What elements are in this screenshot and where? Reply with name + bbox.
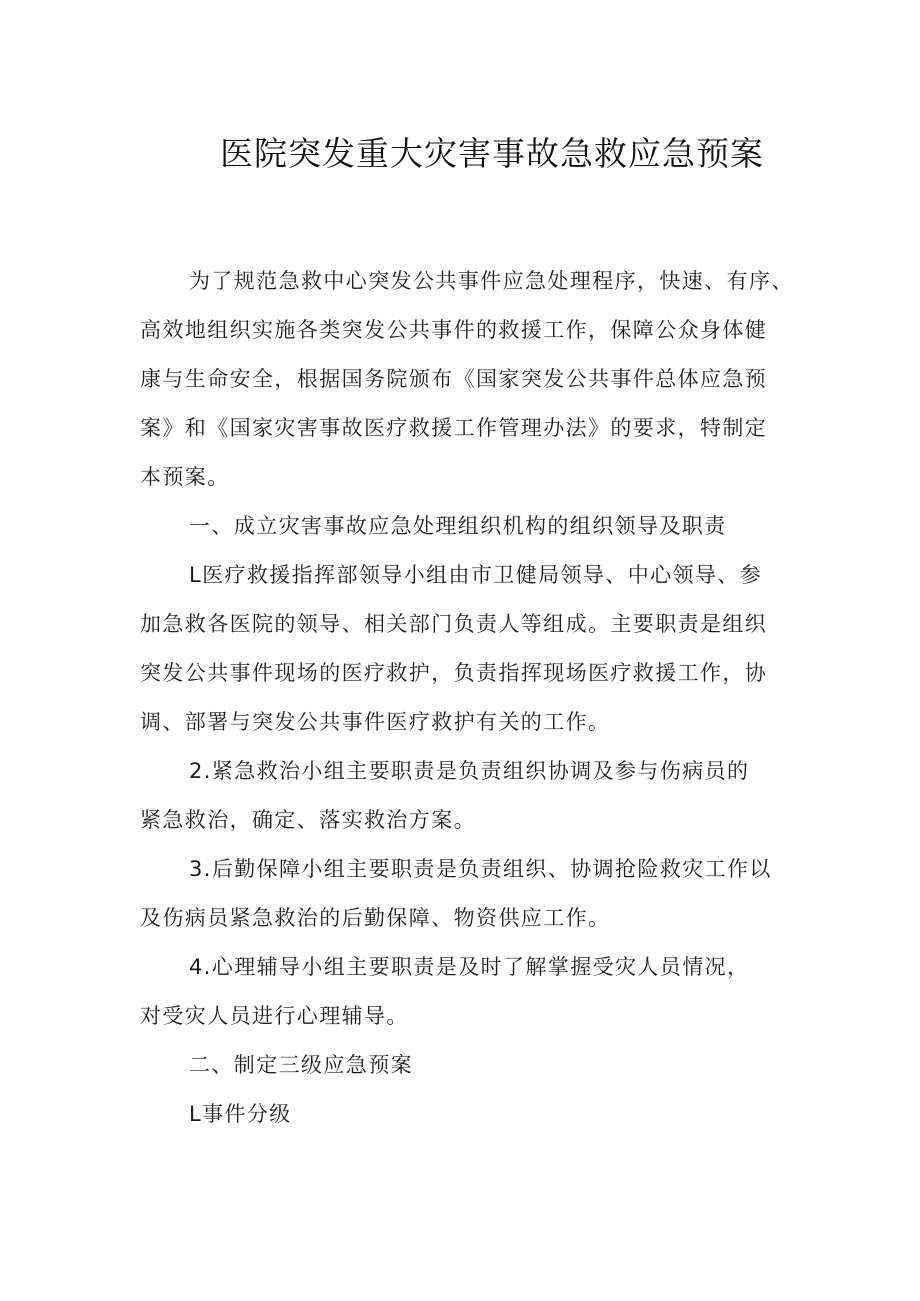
subsection-heading: L事件分级 [189,1102,292,1126]
paragraph-line: 案》和《国家灾害事故医疗救援工作管理办法》的要求，特制定 [140,416,768,440]
paragraph-line: 加急救各医院的领导、相关部门负责人等组成。主要职责是组织 [140,612,768,636]
paragraph-line: 3.后勤保障小组主要职责是负责组织、协调抢险救灾工作以 [189,857,772,881]
paragraph-line: 对受灾人员进行心理辅导。 [140,1004,409,1028]
paragraph-line: 紧急救治，确定、落实救治方案。 [140,808,476,832]
paragraph-line: 康与生命安全，根据国务院颁布《国家突发公共事件总体应急预 [140,367,768,391]
paragraph-line: 为了规范急救中心突发公共事件应急处理程序，快速、有序、 [189,269,794,293]
paragraph-line: 突发公共事件现场的医疗救护，负责指挥现场医疗救援工作，协 [140,661,768,685]
paragraph-line: L医疗救援指挥部领导小组由市卫健局领导、中心领导、参 [189,563,763,587]
section-heading: 二、制定三级应急预案 [189,1053,413,1077]
paragraph-line: 及伤病员紧急救治的后勤保障、物资供应工作。 [140,906,611,930]
paragraph-line: 4.心理辅导小组主要职责是及时了解掌握受灾人员情况， [189,955,750,979]
paragraph-line: 高效地组织实施各类突发公共事件的救援工作，保障公众身体健 [140,318,768,342]
paragraph-line: 2.紧急救治小组主要职责是负责组织协调及参与伤病员的 [189,759,750,783]
paragraph-line: 调、部署与突发公共事件医疗救护有关的工作。 [140,710,611,734]
paragraph-line: 本预案。 [140,465,230,489]
page-title: 医院突发重大灾害事故急救应急预案 [220,134,764,173]
section-heading: 一、成立灾害事故应急处理组织机构的组织领导及职责 [189,514,727,538]
